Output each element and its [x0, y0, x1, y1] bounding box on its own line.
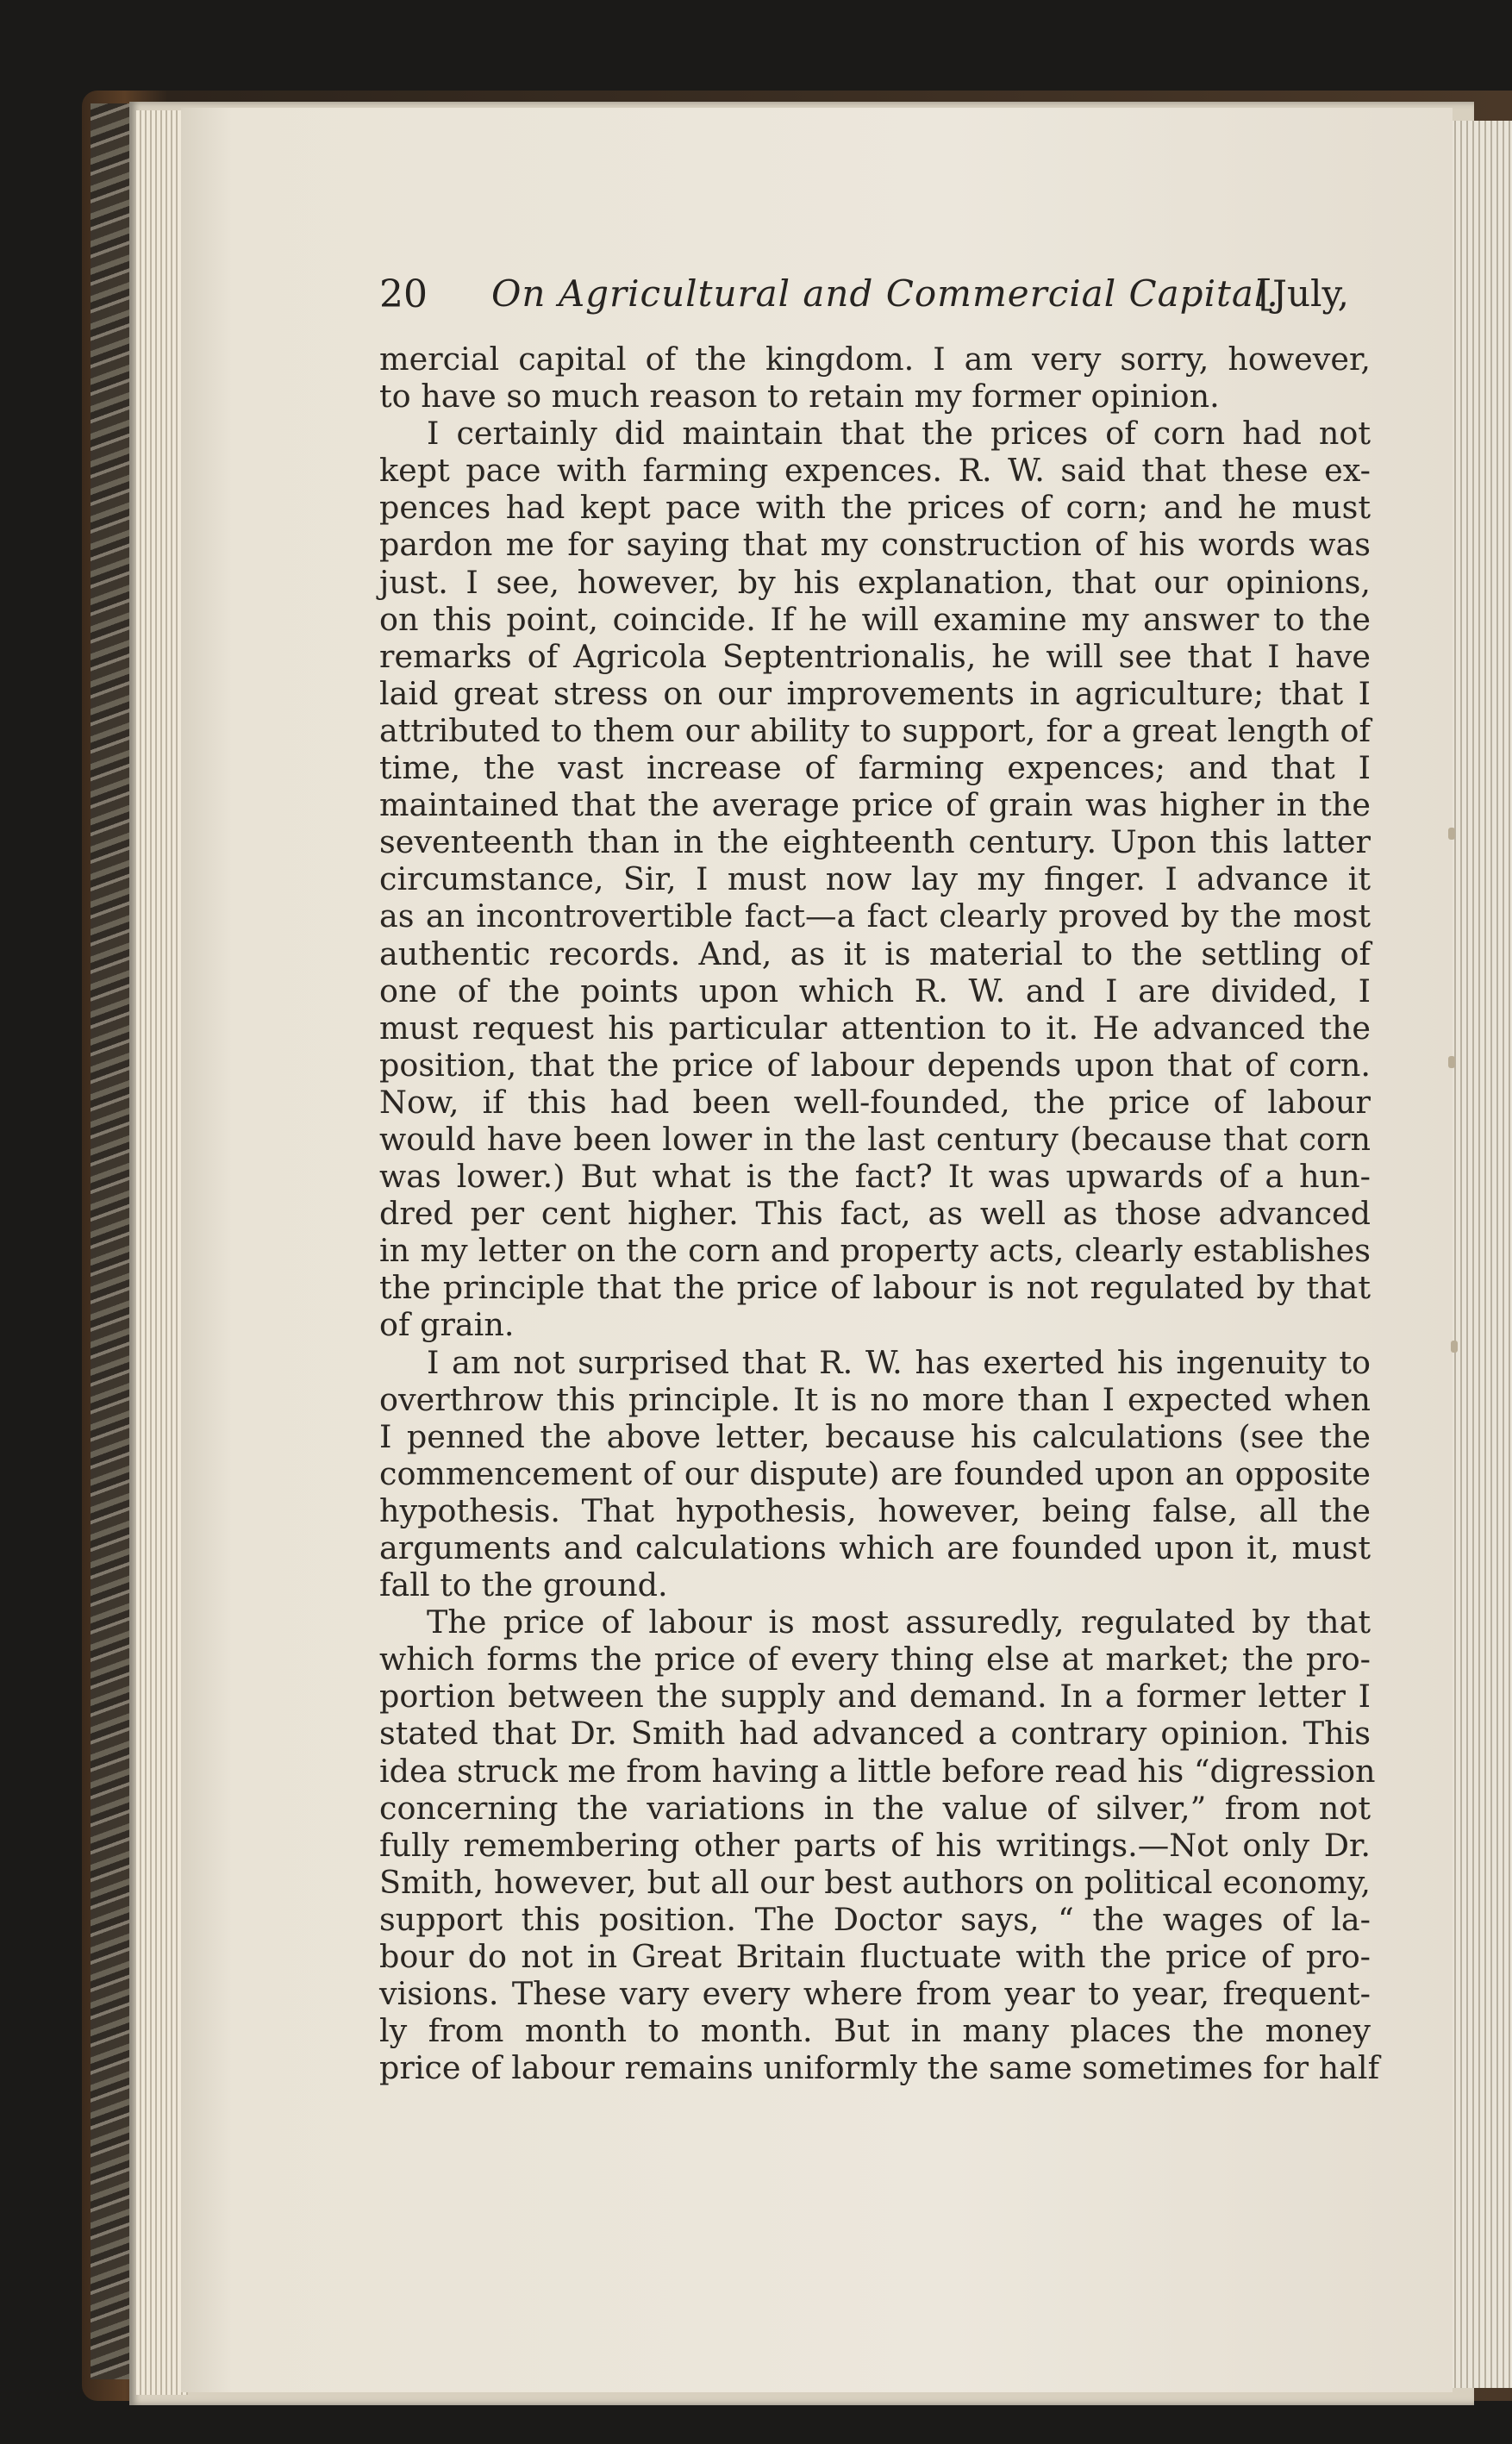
text-line: seventeenth than in the eighteenth century. Upon this latter	[379, 823, 1371, 861]
text-line: in my letter on the corn and property acts, clearly establishes	[379, 1232, 1371, 1270]
text-line: laid great stress on our improvements in agriculture; that I	[379, 674, 1371, 712]
text-line: remarks of Agricola Septentrionalis, he will see that I have	[379, 637, 1371, 675]
section-date: [July,	[1258, 272, 1349, 315]
text-line: arguments and calculations which are founded upon it, must	[379, 1529, 1371, 1566]
text-line: would have been lower in the last century (because that corn	[379, 1120, 1371, 1158]
text-line: to have so much reason to retain my former opinion.	[379, 378, 1220, 416]
running-title: On Agricultural and Commercial Capital.	[491, 272, 1279, 315]
text-line: mercial capital of the kingdom. I am very sorry, however,	[379, 341, 1371, 378]
text-line: must request his particular attention to it. He advanced the	[379, 1009, 1371, 1047]
right-page-edges	[1444, 121, 1512, 2388]
text-line: just. I see, however, by his explanation, that our opinions,	[379, 563, 1371, 601]
text-line: the principle that the price of labour is not regulated by that	[379, 1269, 1371, 1307]
text-line: hypothesis. That hypothesis, however, being false, all the	[379, 1491, 1371, 1529]
text-line: ly from month to month. But in many places the money	[379, 2012, 1371, 2050]
margin-mark	[1448, 1056, 1455, 1068]
text-line: price of labour remains uniformly the same sometimes for half	[379, 2049, 1380, 2087]
text-line: time, the vast increase of farming expences; and that I	[379, 749, 1371, 787]
page-number: 20	[379, 272, 428, 316]
text-line: commencement of our dispute) are founded upon an opposite	[379, 1454, 1371, 1492]
text-line: Now, if this had been well-founded, the price of labour	[379, 1083, 1371, 1121]
text-line: Smith, however, but all our best authors on political economy,	[379, 1863, 1371, 1901]
text-line: which forms the price of every thing else at market; the pro-	[379, 1641, 1371, 1678]
text-line: I certainly did maintain that the prices of corn had not	[427, 415, 1371, 453]
page-body-text	[379, 341, 1380, 2087]
text-line: dred per cent higher. This fact, as well as those advanced	[379, 1195, 1371, 1233]
text-line: I am not surprised that R. W. has exerted his ingenuity to	[427, 1343, 1371, 1381]
text-line: position, that the price of labour depends upon that of corn.	[379, 1046, 1371, 1084]
text-line: portion between the supply and demand. In a former letter I	[379, 1678, 1371, 1716]
text-line: overthrow this principle. It is no more than I expected when	[379, 1380, 1371, 1418]
text-line: concerning the variations in the value of silver,” from not	[379, 1789, 1371, 1827]
text-line: bour do not in Great Britain fluctuate with the price of pro-	[379, 1938, 1371, 1976]
text-line: The price of labour is most assuredly, regulated by that	[427, 1603, 1371, 1641]
text-line: pences had kept pace with the prices of corn; and he must	[379, 489, 1371, 527]
text-line: as an incontrovertible fact—a fact clearly proved by the most	[379, 897, 1371, 935]
text-line: on this point, coincide. If he will examine my answer to the	[379, 600, 1371, 638]
text-line: one of the points upon which R. W. and I are divided, I	[379, 972, 1371, 1009]
text-line: circumstance, Sir, I must now lay my finger. I advance it	[379, 860, 1371, 898]
text-line: of grain.	[379, 1306, 515, 1344]
page-header	[379, 267, 1349, 328]
text-line: fully remembering other parts of his writings.—Not only Dr.	[379, 1826, 1371, 1864]
text-line: stated that Dr. Smith had advanced a contrary opinion. This	[379, 1715, 1371, 1753]
text-line: kept pace with farming expences. R. W. said that these ex-	[379, 452, 1371, 490]
margin-mark	[1451, 1341, 1458, 1353]
text-line: pardon me for saying that my construction of his words was	[379, 526, 1371, 564]
left-page-edges	[136, 110, 188, 2395]
text-line: maintained that the average price of grain was higher in the	[379, 786, 1371, 824]
text-line: I penned the above letter, because his calculations (see the	[379, 1417, 1371, 1455]
text-line: fall to the ground.	[379, 1566, 668, 1604]
text-line: visions. These vary every where from year to year, frequent-	[379, 1975, 1371, 2013]
text-line: authentic records. And, as it is material to the settling of	[379, 934, 1371, 972]
text-line: support this position. The Doctor says, “ the wages of la-	[379, 1900, 1371, 1938]
margin-mark	[1448, 828, 1455, 840]
text-line: was lower.) But what is the fact? It was upwards of a hun-	[379, 1158, 1371, 1196]
text-line: attributed to them our ability to support, for a great length of	[379, 711, 1371, 749]
text-line: idea struck me from having a little before read his “digression	[379, 1752, 1376, 1790]
